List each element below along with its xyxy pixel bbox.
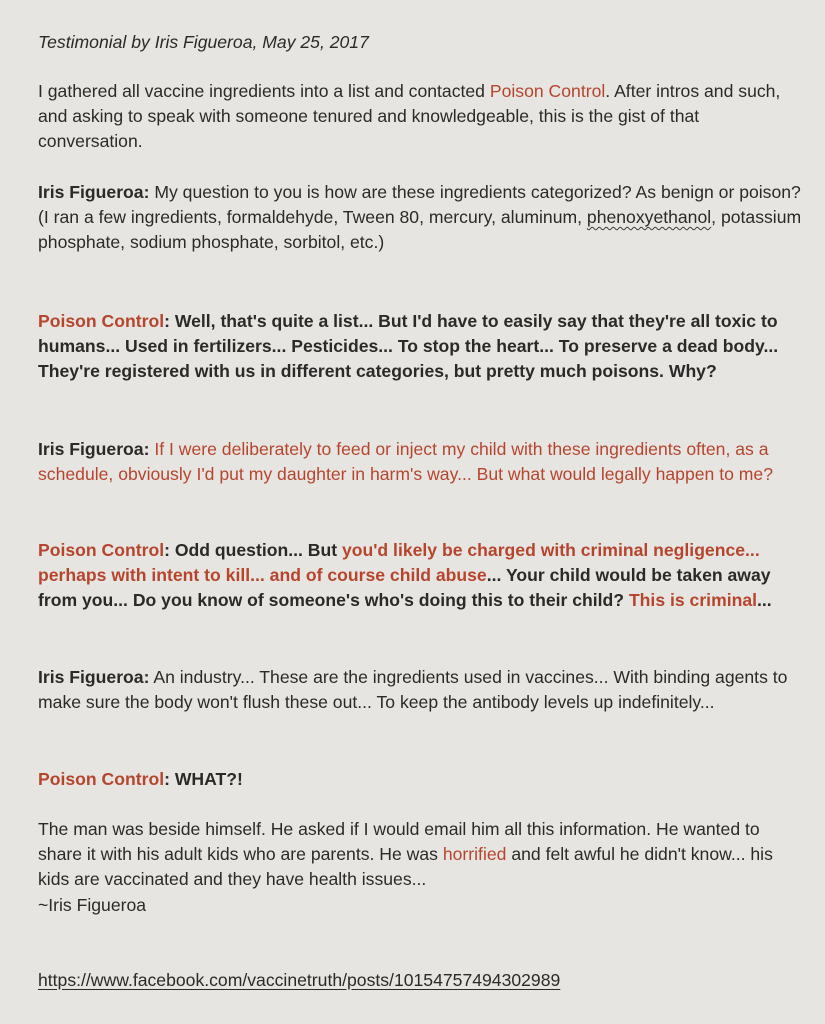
speaker-colon: : bbox=[164, 769, 170, 789]
source-link-row bbox=[38, 968, 808, 993]
iris-question-3 bbox=[38, 665, 808, 715]
poison-control-answer-1 bbox=[38, 309, 808, 385]
iris-question-1 bbox=[38, 180, 808, 256]
iris-question-2 bbox=[38, 437, 808, 487]
dialogue-text: Well, that's quite a list... But I'd have to easily say that they're all toxic to humans... Used in fertilizers... Pesticides... To stop the heart... To preserve a dead body... They're registered with us in different categories, but pretty much poisons. Why? bbox=[38, 311, 779, 382]
spellcheck-word: phenoxyethanol bbox=[586, 207, 712, 228]
speaker-poison-control: Poison Control bbox=[38, 311, 165, 331]
speaker-colon: : bbox=[164, 540, 170, 560]
poison-control-answer-3 bbox=[38, 767, 808, 792]
speaker-poison-control: Poison Control bbox=[38, 769, 165, 789]
poison-control-mention: Poison Control bbox=[489, 81, 606, 101]
dialogue-text: WHAT?! bbox=[169, 769, 243, 789]
intro-paragraph bbox=[38, 79, 808, 155]
signature: ~Iris Figueroa bbox=[38, 894, 147, 915]
outro-text: The man was beside himself. He asked if I would email him all this information. He wanted to share it with his adult kids who are parents. He was bbox=[38, 819, 760, 865]
poison-control-answer-2 bbox=[38, 538, 808, 614]
dialogue-text-2: , potassium phosphate, sodium phosphate, sorbitol, etc.) bbox=[38, 207, 802, 253]
outro-text-2: and felt awful he didn't know... his kids are vaccinated and they have health issues... bbox=[38, 844, 773, 890]
speaker-poison-control: Poison Control bbox=[38, 540, 165, 560]
dialogue-text: An industry... These are the ingredients used in vaccines... With binding agents to make sure the body won't flush these out... To keep the antibody levels up indefinitely... bbox=[38, 667, 788, 713]
highlighted-text: you'd likely be charged with criminal negligence... perhaps with intent to kill... and of course child abuse bbox=[38, 540, 760, 586]
dialogue-text: Odd question... But bbox=[169, 540, 342, 560]
speaker-colon: : bbox=[164, 311, 170, 331]
intro-text-2: . After intros and such, and asking to speak with someone tenured and knowledgeable, this is the gist of that conversation. bbox=[38, 81, 781, 152]
page-title: Testimonial by Iris Figueroa, May 25, 2017 bbox=[38, 32, 369, 52]
source-link[interactable]: https://www.facebook.com/vaccinetruth/posts/10154757494302989 bbox=[38, 970, 561, 990]
dialogue-text-2: ... Your child would be taken away from you... Do you know of someone's who's doing this to their child? bbox=[38, 565, 771, 611]
dialogue-text: My question to you is how are these ingredients categorized? As benign or poison? (I ran a few ingredients, formaldehyde, Tween 80, mercury, aluminum, bbox=[38, 182, 801, 228]
intro-text: I gathered all vaccine ingredients into a list and contacted bbox=[38, 81, 490, 101]
speaker-iris: Iris Figueroa: bbox=[38, 667, 150, 687]
speaker-iris: Iris Figueroa: bbox=[38, 182, 150, 202]
horrified-word: horrified bbox=[442, 844, 507, 865]
ellipsis: ... bbox=[757, 590, 772, 611]
dialogue-text: If I were deliberately to feed or inject my child with these ingredients often, as a schedule, obviously I'd put my daughter in harm's way... But what would legally happen to me? bbox=[38, 439, 773, 485]
highlighted-text-2: This is criminal bbox=[628, 590, 758, 611]
outro-paragraph bbox=[38, 817, 808, 918]
speaker-iris: Iris Figueroa: bbox=[38, 439, 150, 459]
